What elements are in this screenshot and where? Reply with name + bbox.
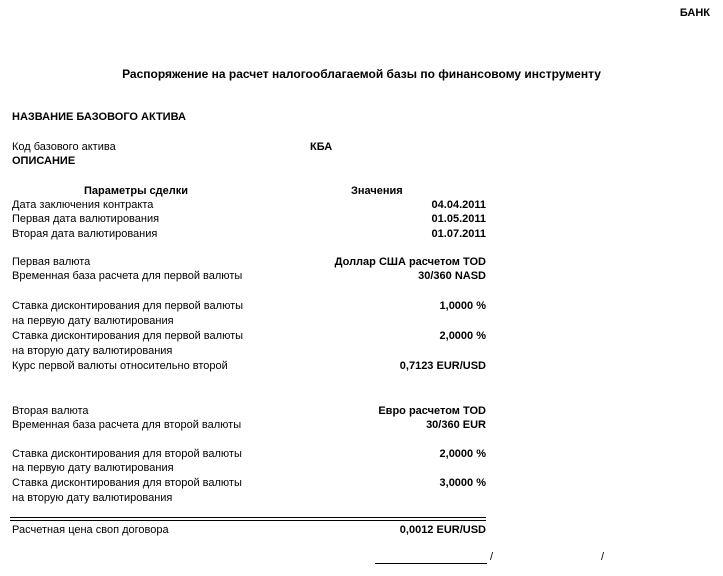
swap-price-label: Расчетная цена своп договора [12,524,169,536]
column-header-values: Значения [351,185,403,197]
second-discount2-value: 3,0000 % [439,477,486,489]
first-time-base-label: Временная база расчета для первой валюты [12,270,243,282]
signature-line [375,563,487,564]
first-currency-value: Доллар США расчетом TOD [334,256,486,268]
second-value-date-value: 01.07.2011 [431,228,486,240]
first-currency-label: Первая валюта [12,256,91,268]
second-discount1-label-line2: на первую дату валютирования [12,462,174,474]
contract-date-value: 04.04.2011 [431,199,486,211]
separator-line-bottom [10,520,486,521]
second-currency-label: Вторая валюта [12,405,89,417]
asset-heading: НАЗВАНИЕ БАЗОВОГО АКТИВА [12,111,186,123]
first-value-date-value: 01.05.2011 [431,213,486,225]
contract-date-label: Дата заключения контракта [12,199,154,211]
column-header-params: Параметры сделки [84,185,189,197]
signature-separator-2: / [601,551,605,563]
document-title: Распоряжение на расчет налогооблагаемой базы по финансовому инструменту [122,67,601,81]
first-discount2-label: Ставка дисконтирования для первой валюты [12,330,244,342]
swap-price-value: 0,0012 EUR/USD [399,524,486,536]
bank-label: БАНК [679,7,710,19]
first-discount1-value: 1,0000 % [439,300,486,312]
second-time-base-label: Временная база расчета для второй валюты [12,419,242,431]
first-discount1-label: Ставка дисконтирования для первой валюты [12,300,244,312]
first-discount2-label-line2: на вторую дату валютирования [12,345,173,357]
second-time-base-value: 30/360 EUR [426,419,486,431]
second-discount2-label-line2: на вторую дату валютирования [12,492,173,504]
signature-separator-1: / [490,551,494,563]
description-label: ОПИСАНИЕ [12,155,76,167]
first-value-date-label: Первая дата валютирования [12,213,160,225]
second-discount1-label: Ставка дисконтирования для второй валюты [12,448,242,460]
asset-code-value: КБА [310,141,333,153]
asset-code-label: Код базового актива [12,141,116,153]
separator-line-top [10,517,486,518]
second-value-date-label: Вторая дата валютирования [12,228,158,240]
first-discount1-label-line2: на первую дату валютирования [12,315,174,327]
first-time-base-value: 30/360 NASD [418,270,486,282]
second-currency-value: Евро расчетом TOD [378,405,486,417]
exchange-rate-label: Курс первой валюты относительно второй [12,360,228,372]
second-discount2-label: Ставка дисконтирования для второй валюты [12,477,242,489]
exchange-rate-value: 0,7123 EUR/USD [399,360,486,372]
first-discount2-value: 2,0000 % [439,330,486,342]
second-discount1-value: 2,0000 % [439,448,486,460]
